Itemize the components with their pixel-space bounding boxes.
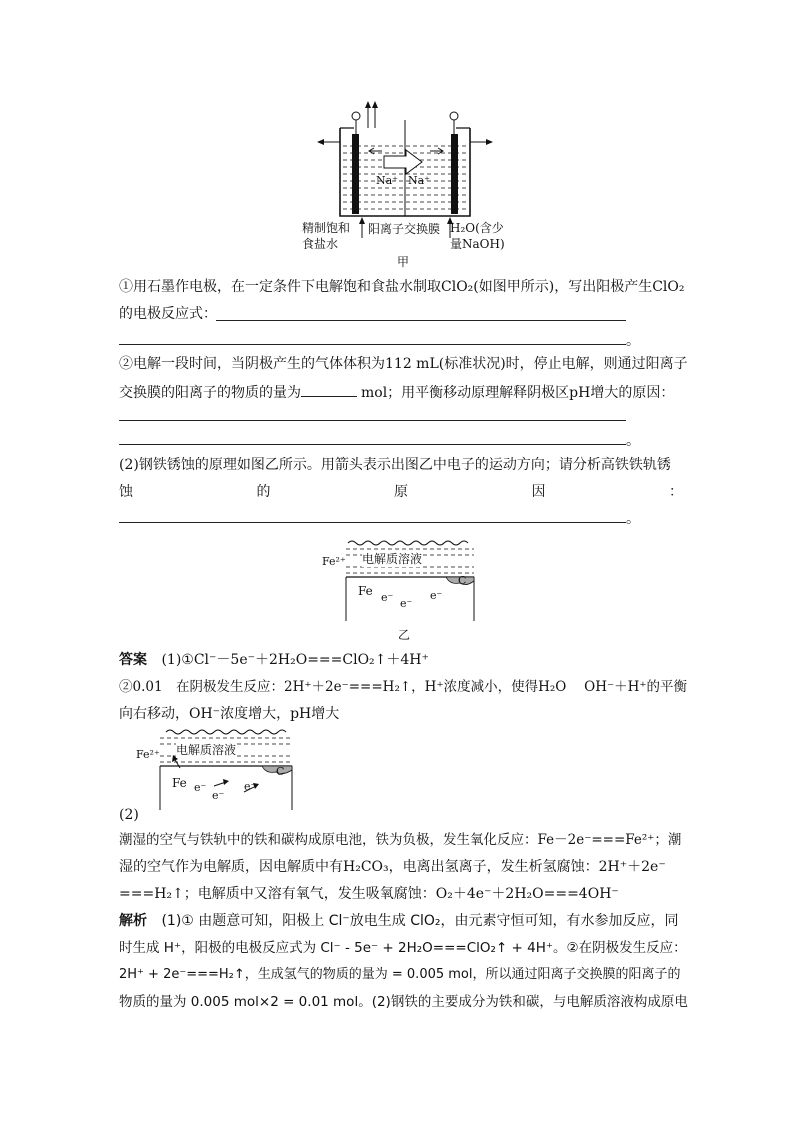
answer-part2-line1: ②0.01 在阴极发生反应：2H⁺＋2e⁻===H₂↑，H⁺浓度减小，使得H₂O OH⁻＋H⁺的平衡: [119, 679, 687, 695]
answer-part1: (1)①Cl⁻－5e⁻＋2H₂O===ClO₂↑＋4H⁺: [161, 652, 429, 668]
answer-part3-line3: ===H₂↑；电解质中又溶有氧气，发生吸氧腐蚀：O₂＋4e⁻＋2H₂O===4OH⁻: [119, 886, 619, 902]
analysis-text-1: (1)① 由题意可知，阳极上 Cl⁻放电生成 ClO₂，由元素守恒可知，有水参加反应，同: [161, 913, 679, 929]
answer-part3-line1: 潮湿的空气与铁轨中的铁和碳构成原电池，铁为负极，发生氧化反应：Fe－2e⁻===Fe²⁺；潮: [119, 832, 682, 848]
inlet-label-left-1: 精制饱和: [302, 221, 351, 235]
inlet-label-left: [302, 220, 350, 252]
answer-blank-1b[interactable]: [119, 344, 626, 345]
answer-carbon-label: C: [276, 765, 285, 778]
q2-line2-a: 交换膜的阳离子的物质的量为: [119, 385, 301, 401]
q3-word: 蚀: [119, 484, 133, 500]
answer-fe-label: Fe: [172, 776, 187, 790]
q3-line2: [119, 482, 683, 502]
inlet-label-left-2: 食盐水: [302, 237, 339, 251]
q2-line2-b: mol；用平衡移动原理解释阴极区pH增大的原因：: [361, 385, 675, 401]
na-ion-left: Na⁺: [376, 174, 398, 187]
q3-line1: (2)钢铁锈蚀的原理如图乙所示。用箭头表示出图乙中电子的运动方向；请分析高铁铁轨锈: [119, 457, 671, 473]
membrane-label: 阳离子交换膜: [368, 222, 441, 236]
analysis-label: 解析: [119, 913, 147, 929]
analysis-line1: [119, 911, 679, 931]
electrolyte-label: 电解质溶液: [362, 552, 423, 566]
q3-word: 因: [531, 484, 546, 500]
inlet-label-right-1: H₂O(含少: [450, 221, 504, 235]
figure-yi: [318, 533, 478, 625]
answer-electron-label: e⁻: [244, 780, 257, 793]
analysis-line3: 2H⁺ + 2e⁻===H₂↑，生成氢气的物质的量为 = 0.005 mol，所以通过阳离子交换膜的阳离子的: [119, 967, 681, 982]
electron-label: e⁻: [400, 597, 413, 610]
answer-electron-label: e⁻: [212, 789, 225, 802]
answer-line1: [119, 650, 429, 670]
period: 。: [626, 333, 640, 349]
period: 。: [626, 433, 640, 449]
fe-label: Fe: [358, 584, 373, 598]
answer-blank-2b[interactable]: [119, 444, 626, 445]
q1-line2: 的电极反应式：: [119, 306, 217, 322]
answer-electron-label: e⁻: [194, 781, 207, 794]
answer-blank-3[interactable]: [119, 522, 626, 523]
q3-word: ：: [669, 484, 683, 500]
na-ion-right: Na⁺: [408, 174, 430, 187]
electron-label: e⁻: [430, 589, 443, 602]
answer-part3-number: (2): [119, 807, 139, 823]
electron-label: e⁻: [381, 591, 394, 604]
answer-electrolyte-label: 电解质溶液: [176, 743, 237, 757]
q1-line1: ①用石墨作电极，在一定条件下电解饱和食盐水制取ClO₂(如图甲所示)，写出阳极产生ClO₂: [119, 279, 685, 295]
fe2-ion-label: Fe²⁺: [322, 555, 346, 568]
answer-blank-1a[interactable]: [216, 320, 626, 321]
answer-blank-2a[interactable]: [119, 420, 626, 421]
period: 。: [626, 511, 640, 527]
q2-line1: ②电解一段时间，当阴极产生的气体体积为112 mL(标准状况)时，停止电解，则通过阳离子: [119, 356, 688, 372]
inlet-label-right: [450, 220, 505, 252]
q3-word: 的: [256, 484, 271, 500]
answer-label: 答案: [119, 652, 147, 668]
analysis-line4: 物质的量为 0.005 mol×2 = 0.01 mol。(2)钢铁的主要成分为铁和碳，与电解质溶液构成原电: [119, 994, 688, 1010]
figure-jia-caption: 甲: [397, 255, 410, 269]
answer-part2-line2: 向右移动，OH⁻浓度增大，pH增大: [119, 706, 340, 722]
q2-line2: [119, 382, 674, 403]
answer-blank-mol[interactable]: [301, 382, 357, 397]
answer-fe2-label: Fe²⁺: [136, 748, 160, 761]
inlet-label-right-2: 量NaOH): [450, 237, 505, 251]
figure-yi-caption: 乙: [398, 628, 411, 642]
carbon-label: C: [458, 574, 467, 587]
answer-part3-line2: 湿的空气作为电解质，因电解质中有H₂CO₃，电离出氢离子，发生析氢腐蚀：2H⁺＋2e⁻: [119, 859, 666, 875]
analysis-line2: 时生成 H⁺，阳极的电极反应式为 Cl⁻ - 5e⁻ + 2H₂O===ClO₂↑ + 4H⁺。②在阴极发生反应：: [119, 940, 687, 956]
q3-word: 原: [394, 484, 408, 500]
